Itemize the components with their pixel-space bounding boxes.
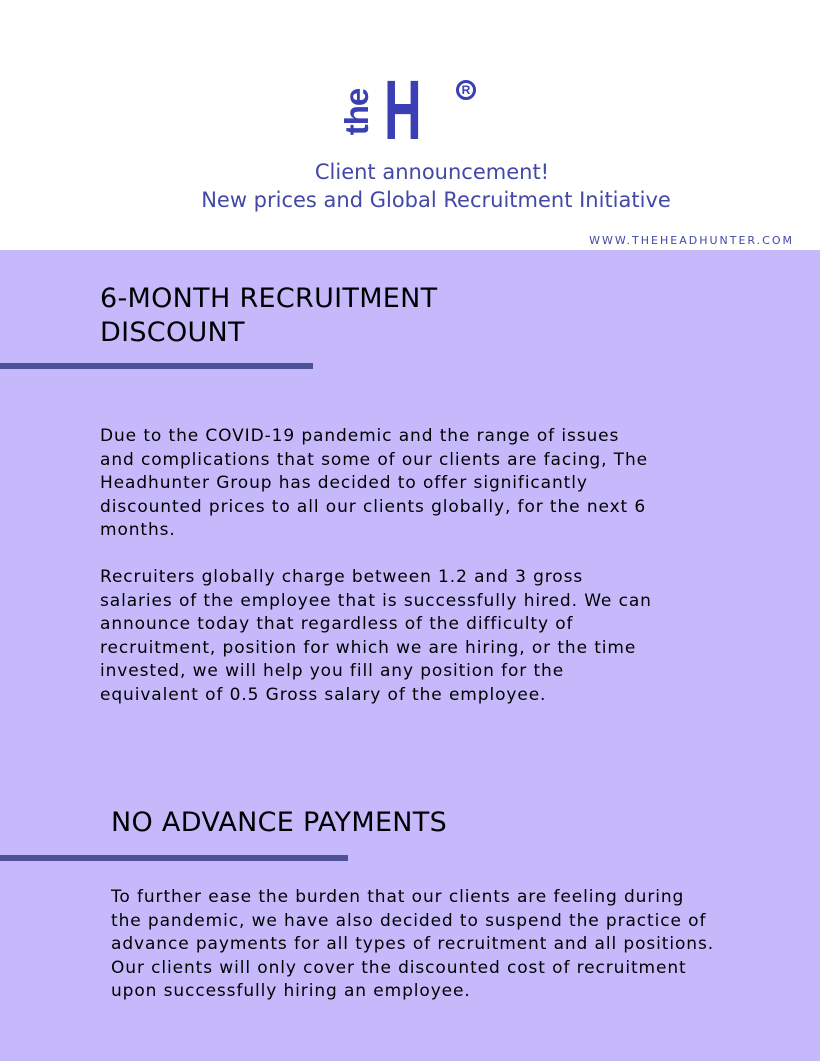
divider-rule	[0, 363, 313, 369]
logo-h-letter: H	[383, 63, 422, 157]
section-heading-discount: 6-MONTH RECRUITMENT DISCOUNT	[100, 283, 438, 348]
announcement-title: Client announcement!	[314, 160, 550, 184]
discount-paragraph-1: Due to the COVID-19 pandemic and the range of issues and complications that some of our clients are facing, The Headhunter Group has decided to offer significantly discounted prices to all our clients globally, for the next 6 months.	[100, 426, 648, 540]
logo-the-text: the	[338, 88, 375, 136]
divider-rule	[0, 855, 348, 861]
content-panel	[0, 250, 820, 1061]
section-heading-advance-payments: NO ADVANCE PAYMENTS	[111, 807, 448, 838]
advance-payments-paragraph: To further ease the burden that our clients are feeling during the pandemic, we have also decided to suspend the practice of advance payments for all types of recruitment and all positions. Our clients will only cover the discounted cost of recruitment upon successfully hiring an employee.	[111, 887, 715, 1001]
headhunter-logo	[338, 63, 480, 157]
announcement-subtitle: New prices and Global Recruitment Initiative	[201, 188, 671, 212]
discount-paragraph-2: Recruiters globally charge between 1.2 and 3 gross salaries of the employee that is successfully hired. We can announce today that regardless of the difficulty of recruitment, position for which we are hiring, or the time invested, we will help you fill any position for the equivalent of 0.5 Gross salary of the employee.	[100, 567, 652, 705]
website-url: WWW.THEHEADHUNTER.COM	[589, 234, 794, 247]
header-area	[0, 0, 820, 250]
registered-mark-icon: R	[456, 80, 476, 100]
